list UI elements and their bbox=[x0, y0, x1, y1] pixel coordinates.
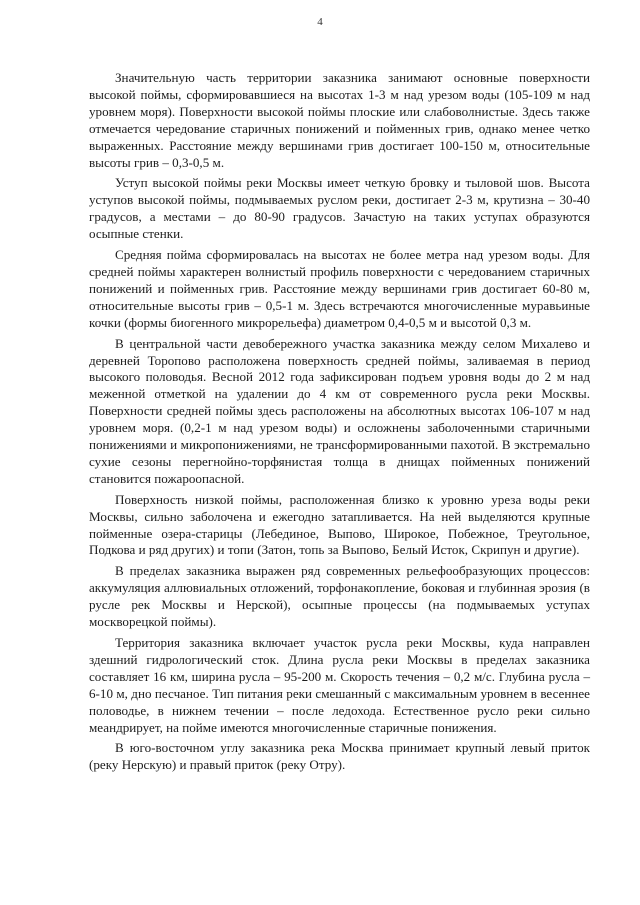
paragraph-tributaries: В юго-восточном углу заказника река Москва принимает крупный левый приток (реку Нерскую) и правый приток (реку Отру). bbox=[89, 740, 590, 773]
page-number: 4 bbox=[317, 16, 323, 28]
paragraph-relief-processes: В пределах заказника выражен ряд современных рельефообразующих процессов: аккумуляция аллювиальных отложений, торфонакопление, боковая и глубинная эрозия (в русле рек Москвы и Нерской), осыпные процессы (на подмываемых уступах москворецкой поймы). bbox=[89, 563, 590, 630]
paragraph-central-part: В центральной части девобережного участка заказника между селом Михалево и деревней Торопово расположена поверхность средней поймы, заливаемая в период высокого половодья. Весной 2012 года зафиксирован подъем уровня воды до 2 м над меженной отметкой на удалении до 4 км от современного русла реки Москвы. Поверхности средней поймы здесь расположены на абсолютных высотах 106-107 м над уровнем моря. (0,2-1 м над урезом воды) и осложнены заболоченными старичными понижениями и микропонижениями, не трансформированными пахотой. В экстремально сухие сезоны перегнойно-торфянистая толща в днищах пойменных понижений становится пожароопасной. bbox=[89, 335, 590, 486]
paragraph-floodplain-ledge: Уступ высокой поймы реки Москвы имеет четкую бровку и тыловой шов. Высота уступов высокой поймы, подмываемых руслом реки, достигает 2-3 м, крутизна – 30-40 градусов, а местами – до 80-90 градусов. Зачастую на таких уступах образуются осыпные стенки. bbox=[89, 175, 590, 242]
paragraph-middle-floodplain: Средняя пойма сформировалась на высотах не более метра над урезом воды. Для средней поймы характерен волнистый профиль поверхности с чередованием старичных понижений и пойменных грив. Расстояние между вершинами грив достигает 60-80 м, относительные высоты грив – 0,5-1 м. Здесь встречаются многочисленные муравьиные кочки (формы биогенного микрорельефа) диаметром 0,4-0,5 м и высотой 0,3 м. bbox=[89, 247, 590, 330]
document-body bbox=[89, 70, 590, 778]
paragraph-low-floodplain: Поверхность низкой поймы, расположенная близко к уровню уреза воды реки Москвы, сильно заболочена и ежегодно затапливается. На ней выделяются крупные пойменные озера-старицы (Лебединое, Выпово, Широкое, Побежное, Треугольное, Подкова и ряд других) и топи (Затон, топь за Выпово, Белый Исток, Скрипун и другие). bbox=[89, 491, 590, 558]
paragraph-high-floodplain: Значительную часть территории заказника занимают основные поверхности высокой поймы, сформировавшиеся на высотах 1-3 м над урезом воды (105-109 м над уровнем моря). Поверхности высокой поймы плоские или слабоволнистые. Здесь также отмечается чередование старичных понижений и пойменных грив, однако менее четко выраженных. Расстояние между вершинами грив достигает 100-150 м, относительные высоты грив – 0,3-0,5 м. bbox=[89, 70, 590, 170]
paragraph-river-channel: Территория заказника включает участок русла реки Москвы, куда направлен здешний гидрологический сток. Длина русла реки Москвы в пределах заказника составляет 16 км, ширина русла – 95-200 м. Скорость течения – 0,2 м/с. Глубина русла – 6-10 м, дно песчаное. Тип питания реки смешанный с максимальным уровнем в весеннее половодье, в нижнем течении – после ледохода. Естественное русло реки сильно меандрирует, на пойме имеются многочисленные старичные понижения. bbox=[89, 635, 590, 735]
